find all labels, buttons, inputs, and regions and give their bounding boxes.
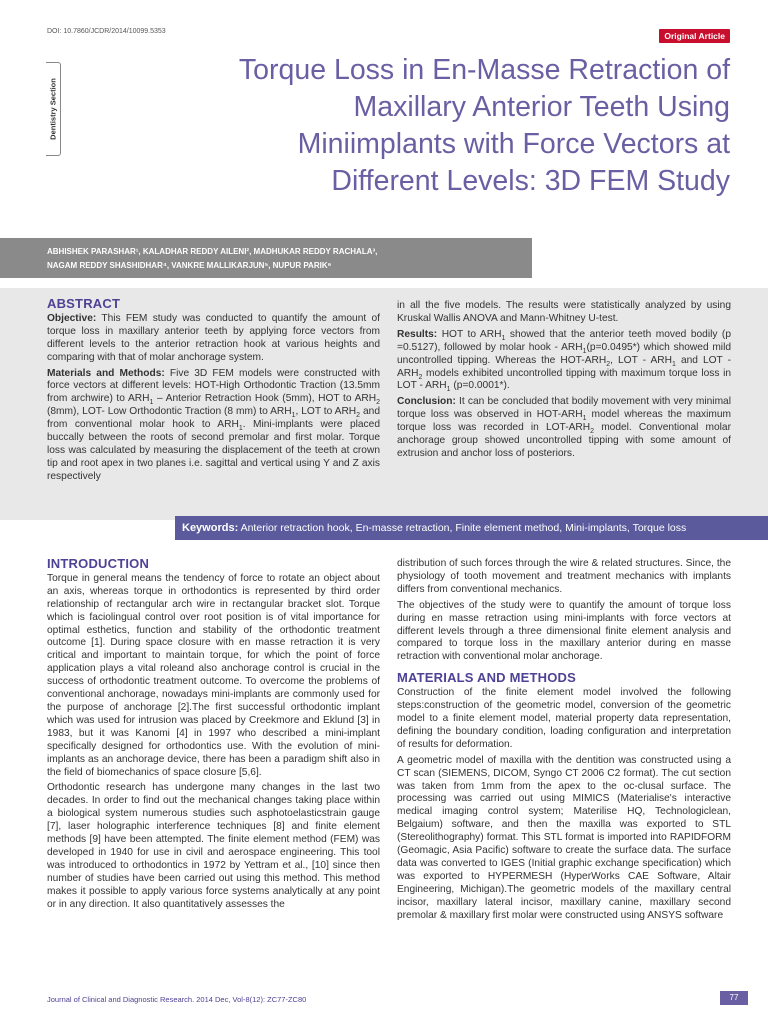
intro-paragraph-2: Orthodontic research has undergone many changes in the last two decades. In order to find out the mechanical changes taking place within a biological system numerous studies such asphotoelasticstrain gauge [7], laser holographic interference techniques [8] and finite element methods [9] have been attempted. The finite element method (FEM) was developed in 1940 for use in civil and aerospace engineering. This tool was introduced to orthodontics in 1972 by Yettram et al., [10] since then number of studies have been carried out using this method. This method makes it possible to apply various force systems analytically at any point or in any direction. It also quantitatively assesses the bbox=[47, 782, 380, 910]
methods-heading: MATERIALS AND METHODS bbox=[397, 670, 576, 686]
article-title: Torque Loss in En-Masse Retraction of Maxillary Anterior Teeth Using Miniimplants with Force Vectors at Different Levels: 3D FEM Study bbox=[238, 54, 730, 197]
methods-paragraph-1: Construction of the finite element model involved the following steps:construction of the geometric model, conversion of the geometric model to a finite element model, material property data representation, defining the boundary condition, loading configuration and interpretation of results for deformation. bbox=[397, 687, 731, 750]
keywords-text: Anterior retraction hook, En-masse retraction, Finite element method, Mini-implants, Torque loss bbox=[240, 522, 687, 534]
author-bar bbox=[0, 238, 532, 278]
body-right-column bbox=[397, 558, 731, 925]
section-label: Dentistry Section bbox=[48, 78, 58, 140]
abstract-objective: Objective: This FEM study was conducted to quantify the amount of torque loss in maxillary anterior teeth by applying force vectors from different levels to the anterior retraction hook at various heights and comparing with that of molar anchorage system. bbox=[47, 312, 380, 363]
abstract-heading: ABSTRACT bbox=[47, 296, 121, 311]
intro-paragraph-3: distribution of such forces through the wire & related structures. Since, the physiology of tooth movement and treatment mechanics with implants differs from conventional mechanics. bbox=[397, 558, 731, 595]
body-left-column bbox=[47, 558, 380, 914]
section-tab bbox=[46, 62, 61, 156]
article-type-badge: Original Article bbox=[659, 29, 730, 43]
methods-paragraph-2: A geometric model of maxilla with the dentition was constructed using a CT scan (SIEMENS, DICOM, Syngo CT 2006 C2 format). The cut section was taken from 1mm from the apex to the oc-clusal surface. The processing was carried out using MIMICS (Materialise's interactive medical imaging control system; Materilise HQ, Technologiclean, Belgaium) software, and then the maxilla was exported to STL (Stereolithography) format. This STL format is imported into RAPIDFORM (Geomagic, Asia Pacific) software to create the surface data. The surface data was converted to IGES (Initial graphic exchange specification) which was exported to HYPERMESH (HyperWorks CAE Software, Altair Engineering, Michigan).The geometric models of the maxillary central incisor, maxillary lateral incisor, maxillary canine, maxillary second premolar & maxillary first molar were constructed using ANSYS software bbox=[397, 754, 731, 921]
abstract-right-column bbox=[397, 300, 731, 464]
keywords-bar bbox=[175, 516, 768, 540]
authors-line-1: ABHISHEK PARASHAR¹, KALADHAR REDDY AILENI², MADHUKAR REDDY RACHALA³, bbox=[47, 247, 378, 256]
abstract-conclusion: Conclusion: It can be concluded that bodily movement with very minimal torque loss was observed in HOT-$ARH_1$ model whereas the maximum torque loss was recorded in LOT-$ARH_2$ model. Conventional molar anchorage group showed uncontrolled tipping with some amount of extrusion and anchor loss of posteriors. bbox=[397, 396, 731, 459]
intro-paragraph-1: Torque in general means the tendency of force to rotate an object about an axis, whereas torque in orthodontics is represented by third order relationship of rectangular arch wire in rectangular bracket slot. Torque which is faciolingual control over root position is of vital importance for optimal esthetics, function and stability of the orthodontic treatment outcome [1]. During space closure with en masse retraction it is very critical and important to maintain torque, for which the point of force application plays a vital roleand also anchorage control is crucial in the success of orthodontic treatment outcome. To overcome the problems of conventional anchorage, nowadays mini-implants are commonly used for the purpose of anchorage [2].The first successful orthodontic implant which was used for intrusion was placed by Creekmore and Eklund [3] in 1983, but it was Kanomi [4] in 1997 who described a mini-implant specifically designed for orthodontics use. With the evolution of mini-implants as an anchorage device, there has been a paradigm shift also in the field of biomechanics of space closure [5,6]. bbox=[47, 572, 380, 778]
abstract-methods: Materials and Methods: Five 3D FEM models were constructed with force vectors at different levels: HOT-High Orthodontic Traction (13.5mm from archwire) to $ARH_1$ – Anterior Retraction Hook (5mm), HOT to $ARH_2$ (8mm), LOT- Low Orthodontic Traction (8 mm) to $ARH_1$, LOT to $ARH_2$ and from conventional molar hook to $ARH_1$. Mini-implants were placed buccally between the roots of second premolar and first molar. Torque loss was calculated by measuring the displacement of the teeth at crown tip and root apex in two planes i.e. sagittal and vertical using Y and Z axis respectively bbox=[47, 367, 380, 482]
abstract-left-column bbox=[47, 298, 380, 487]
keywords-label: Keywords: bbox=[182, 522, 239, 534]
introduction-heading: INTRODUCTION bbox=[47, 556, 150, 571]
abstract-methods-continued: in all the five models. The results were statistically analyzed by using Kruskal Wallis ANOVA and Mann-Whitney U-test. bbox=[397, 300, 731, 324]
intro-paragraph-4: The objectives of the study were to quantify the amount of torque loss during en masse retraction using mini-implants with force vectors at different levels through a three dimensional finite element analysis and compared to torque loss in the maxillary anterior during en masse retraction with conventional molar anchorage. bbox=[397, 599, 731, 663]
authors-line-2: NAGAM REDDY SHASHIDHAR⁴, VANKRE MALLIKARJUN⁵, NUPUR PARIK⁶ bbox=[47, 261, 332, 270]
doi: DOI: 10.7860/JCDR/2014/10099.5353 bbox=[47, 28, 166, 35]
page-number: 77 bbox=[720, 991, 748, 1005]
journal-citation: Journal of Clinical and Diagnostic Research. 2014 Dec, Vol-8(12): ZC77-ZC80 bbox=[47, 995, 307, 1004]
abstract-results: Results: HOT to $ARH_1$ showed that the anterior teeth moved bodily (p =0.5127), followed by molar hook - $ARH_1(p=0.0495*)$ which showed mild uncontrolled tipping. Whereas the HOT-$ARH_2$, LOT - $ARH_1$ and LOT - $ARH_2$ models exhibited uncontrolled tipping with maximum torque loss in LOT - $ARH_1$ (p=0.0001*). bbox=[397, 328, 731, 394]
